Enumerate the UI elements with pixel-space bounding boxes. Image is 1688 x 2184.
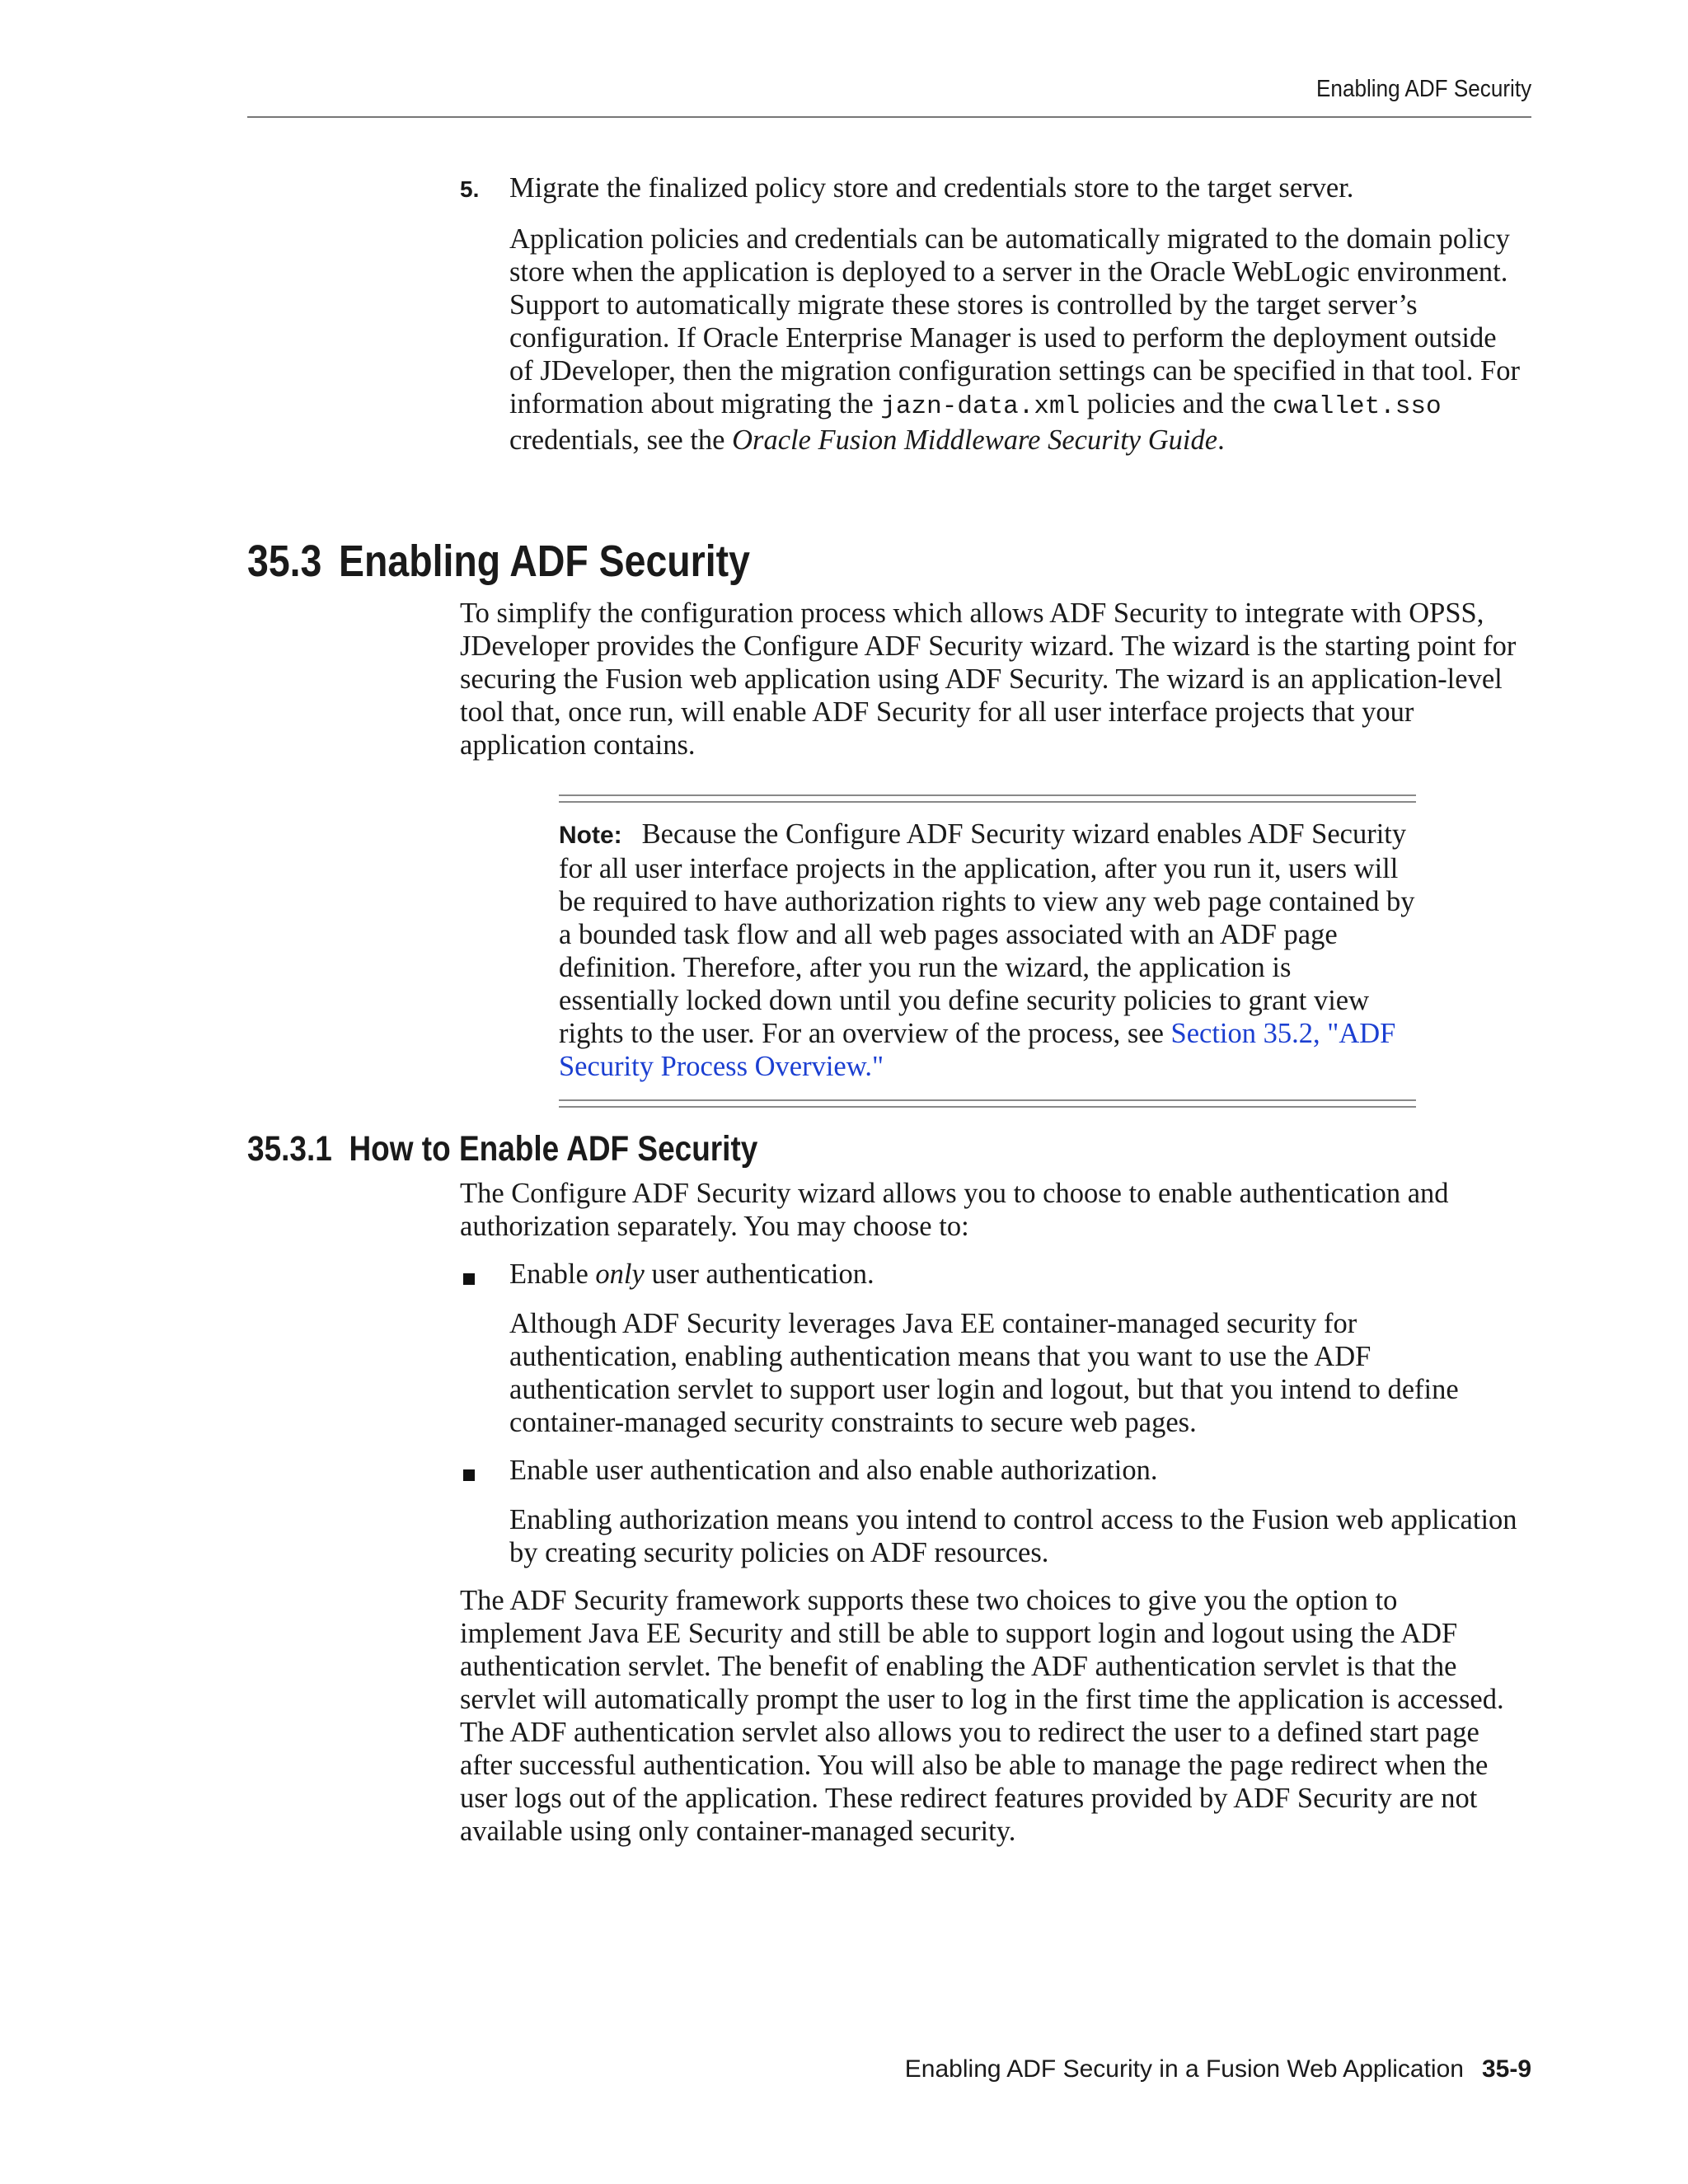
bullet-lead: Enable only user authentication. (509, 1258, 874, 1290)
book-title: Oracle Fusion Middleware Security Guide (732, 424, 1218, 456)
note-label: Note: (559, 822, 622, 849)
footer-chapter-title: Enabling ADF Security in a Fusion Web Application (904, 2055, 1464, 2083)
note-bottom-rule (559, 1099, 1416, 1108)
header-rule (247, 116, 1531, 118)
subsection-intro: The Configure ADF Security wizard allows you to choose to enable authentication and authorization separately. You may choose to: (460, 1178, 1449, 1242)
bullet-detail: Although ADF Security leverages Java EE container-managed security for authentication, enabling authentication means that you want to use the ADF authentication servlet to support user login and logout, but that you intend to define container-managed security constraints to secure web pages. (509, 1308, 1459, 1438)
bullet-icon (463, 1273, 475, 1285)
note-text: Note: Because the Configure ADF Security wizard enables ADF Security for all user interface projects in the application, after you run it, users will be required to have authorization rights to view any web page contained by a bounded task flow and all web pages associated with an ADF page definition. Therefore, after you run the wizard, the application is essentially locked down until you define security policies to grant view rights to the user. For an overview of the process, see Section 35.2, "ADF Security Process Overview." (559, 818, 1415, 1082)
section-intro: To simplify the configuration process which allows ADF Security to integrate with OPSS, JDeveloper provides the Configure ADF Security wizard. The wizard is the starting point for securing the Fusion web application using ADF Security. The wizard is an application-level tool that, once run, will enable ADF Security for all user interface projects that your application contains. (460, 598, 1517, 761)
note-top-rule (559, 794, 1416, 803)
code-cwallet: cwallet.sso (1272, 392, 1442, 421)
step-number: 5. (460, 176, 480, 202)
bullet-icon (463, 1469, 475, 1481)
bullet-lead: Enable user authentication and also enable authorization. (509, 1455, 1158, 1486)
closing-paragraph: The ADF Security framework supports these two choices to give you the option to implement Java EE Security and still be able to support login and logout using the ADF authentication servlet. The benefit of enabling the ADF authentication servlet is that the servlet will automatically prompt the user to log in the first time the application is accessed. The ADF authentication servlet also allows you to redirect the user to a defined start page after successful authentication. You will also be able to manage the page redirect when the user logs out of the application. These redirect features provided by ADF Security are not available using only container-managed security. (460, 1585, 1504, 1847)
running-header: Enabling ADF Security (1315, 76, 1531, 102)
subsection-heading: 35.3.1 How to Enable ADF Security (247, 1129, 758, 1169)
section-link[interactable]: Section 35.2, "ADF Security Process Overview." (559, 1018, 1396, 1082)
section-heading: 35.3 Enabling ADF Security (247, 537, 750, 586)
bullet-detail: Enabling authorization means you intend to control access to the Fusion web application by creating security policies on ADF resources. (509, 1504, 1517, 1568)
code-jazn-data: jazn-data.xml (880, 392, 1081, 421)
step-paragraph: Application policies and credentials can be automatically migrated to the domain policy store when the application is deployed to a server in the Oracle WebLogic environment. Support to automatically migrate these stores is controlled by the target server’s configuration. If Oracle Enterprise Manager is used to perform the deployment outside of JDeveloper, then the migration configuration settings can be specified in that tool. For information about migrating the jazn-data.xml policies and the cwallet.sso credentials, see the Oracle Fusion Middleware Security Guide. (509, 223, 1520, 456)
page-number: 35-9 (1481, 2055, 1531, 2083)
step-title: Migrate the finalized policy store and credentials store to the target server. (509, 172, 1354, 204)
note-box (559, 794, 1416, 1108)
page-footer (905, 2055, 1531, 2083)
